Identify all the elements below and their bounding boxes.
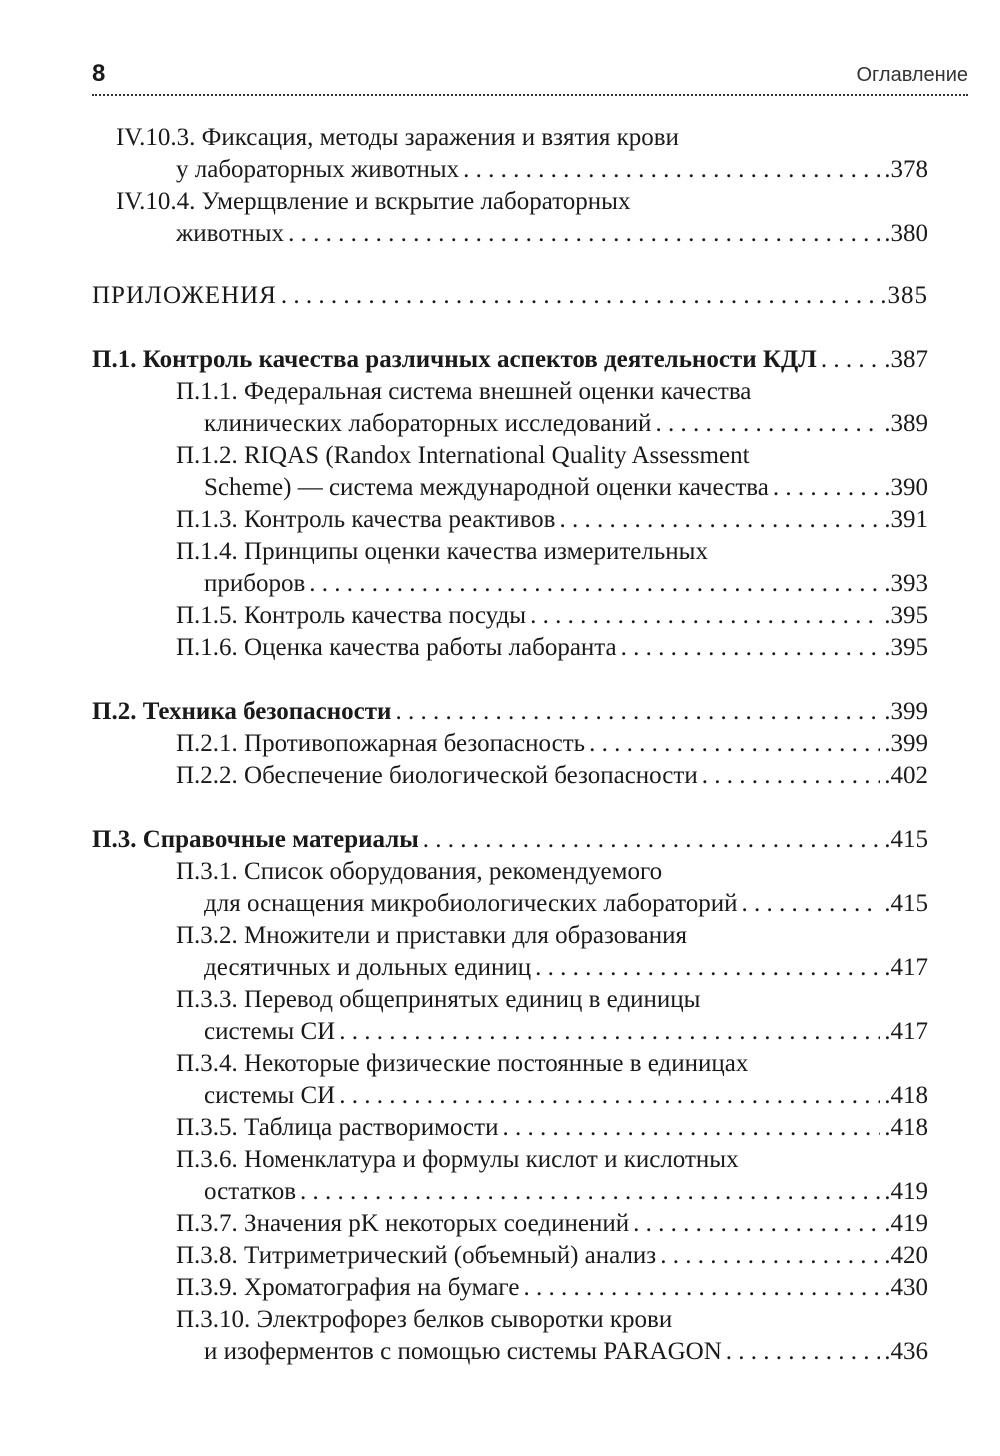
- toc-section-title: П.3. Справочные материалы: [92, 826, 419, 853]
- toc-entry-title: П.1.3. Контроль качества реактивов: [176, 506, 556, 533]
- leader-dots: [523, 1272, 880, 1304]
- toc-entry-p3-9[interactable]: [176, 1272, 928, 1304]
- leader-dots: [559, 504, 880, 536]
- toc-entry-p3-8[interactable]: [176, 1240, 928, 1272]
- toc-page-number: .419: [884, 1178, 928, 1205]
- leader-dots: [621, 632, 881, 664]
- toc-entry-title: П.3.3. Перевод общепринятых единиц в единицы: [176, 986, 701, 1013]
- leader-dots: [339, 1080, 880, 1112]
- leader-dots: [463, 154, 880, 186]
- toc-entry-title-continued: и изоферментов с помощью системы PARAGON: [204, 1338, 722, 1365]
- toc-entry-p2[interactable]: [92, 696, 928, 728]
- toc-entry-iv-10-4[interactable]: [116, 186, 928, 250]
- toc-page-number: .415: [884, 890, 928, 917]
- toc-page-number: .385: [880, 282, 928, 309]
- toc-entry-title: П.1.5. Контроль качества посуды: [176, 602, 527, 629]
- toc-page-number: .399: [884, 730, 928, 757]
- toc-entry-p1-3[interactable]: [176, 504, 928, 536]
- toc-page-number: .393: [884, 570, 928, 597]
- toc-entry-title-continued: остатков: [204, 1178, 297, 1205]
- toc-page-number: .395: [884, 602, 928, 629]
- toc-entry-p3[interactable]: [92, 824, 928, 856]
- toc-entry-title-continued: клинических лабораторных исследований: [204, 410, 652, 437]
- leader-dots: [339, 1016, 880, 1048]
- toc-entry-title: П.3.10. Электрофорез белков сыворотки крови: [176, 1306, 673, 1333]
- page-number: 8: [92, 60, 106, 87]
- toc-page-number: .390: [884, 474, 928, 501]
- toc-page-number: .417: [884, 954, 928, 981]
- toc-entry-title: IV.10.4. Умерщвление и вскрытие лабораторных: [116, 188, 631, 215]
- toc-page-number: .417: [884, 1018, 928, 1045]
- toc-entry-title: П.3.5. Таблица растворимости: [176, 1114, 499, 1141]
- toc-page-number: .391: [884, 506, 928, 533]
- toc-page-number: .380: [884, 220, 928, 247]
- toc-page-number: .430: [884, 1274, 928, 1301]
- toc-page-number: .399: [884, 698, 928, 725]
- leader-dots: [726, 1336, 880, 1368]
- toc-entry-title: П.3.8. Титриметрический (объемный) анализ: [176, 1242, 657, 1269]
- toc-page-number: .389: [884, 410, 928, 437]
- leader-dots: [702, 760, 881, 792]
- toc-entry-p3-10[interactable]: [176, 1304, 928, 1368]
- toc-page-number: .415: [884, 826, 928, 853]
- toc-entry-p1-6[interactable]: [176, 632, 928, 664]
- toc-entry-iv-10-3[interactable]: [116, 122, 928, 186]
- page-header: [92, 60, 968, 96]
- toc-entry-p3-5[interactable]: [176, 1112, 928, 1144]
- toc-entry-p1-4[interactable]: [176, 536, 928, 600]
- leader-dots: [300, 1176, 880, 1208]
- leader-dots: [530, 600, 880, 632]
- leader-dots: [423, 824, 880, 856]
- leader-dots: [589, 728, 880, 760]
- toc-entry-p3-1[interactable]: [176, 856, 928, 920]
- toc-entry-p1-2[interactable]: [176, 440, 928, 504]
- toc-entry-title: П.2.2. Обеспечение биологической безопасности: [176, 762, 698, 789]
- toc-entry-p1[interactable]: [92, 344, 928, 376]
- running-head: Оглавление: [856, 64, 968, 86]
- toc-entry-title-continued: Scheme) — система международной оценки качества: [204, 474, 769, 501]
- toc-entry-title: П.1.6. Оценка качества работы лаборанта: [176, 634, 617, 661]
- toc-entry-title-continued: у лабораторных животных: [176, 156, 460, 183]
- toc-entry-title: П.1.4. Принципы оценки качества измерительных: [176, 538, 708, 565]
- toc-page-number: .395: [884, 634, 928, 661]
- toc-section-title: П.2. Техника безопасности: [92, 698, 392, 725]
- toc-entry-title-continued: системы СИ: [204, 1082, 336, 1109]
- toc-entry-title-continued: десятичных и дольных единиц: [204, 954, 532, 981]
- toc-section-title: П.1. Контроль качества различных аспектов деятельности КДЛ: [92, 346, 817, 373]
- toc-entry-title-continued: системы СИ: [204, 1018, 336, 1045]
- toc-entry-title: IV.10.3. Фиксация, методы заражения и взятия крови: [116, 124, 679, 151]
- toc-page-number: .378: [884, 156, 928, 183]
- leader-dots: [655, 408, 880, 440]
- toc-entry-title: П.2.1. Противопожарная безопасность: [176, 730, 586, 757]
- toc-page-number: .418: [884, 1114, 928, 1141]
- toc-entry-p1-1[interactable]: [176, 376, 928, 440]
- toc-entry-title: П.1.2. RIQAS (Randox International Quality Assessment: [176, 442, 750, 469]
- toc-page-number: .418: [884, 1082, 928, 1109]
- leader-dots: [633, 1208, 880, 1240]
- toc-entry-p2-2[interactable]: [176, 760, 928, 792]
- toc-entry-title: ПРИЛОЖЕНИЯ: [92, 282, 277, 309]
- toc-entry-title-continued: животных: [176, 220, 285, 247]
- toc-entry-title-continued: приборов: [204, 570, 306, 597]
- toc-entry-title: П.3.6. Номенклатура и формулы кислот и кислотных: [176, 1146, 739, 1173]
- toc-entry-title-continued: для оснащения микробиологических лабораторий: [204, 890, 738, 917]
- toc-entry-title: П.3.9. Хроматография на бумаге: [176, 1274, 520, 1301]
- toc-entry-appendices[interactable]: [92, 280, 928, 312]
- toc-entry-title: П.3.4. Некоторые физические постоянные в единицах: [176, 1050, 749, 1077]
- toc-entry-title: П.3.7. Значения pK некоторых соединений: [176, 1210, 630, 1237]
- toc-page-number: .387: [884, 346, 928, 373]
- leader-dots: [395, 696, 880, 728]
- leader-dots: [821, 344, 880, 376]
- toc-entry-p3-3[interactable]: [176, 984, 928, 1048]
- toc-page-number: .436: [884, 1338, 928, 1365]
- toc-entry-p3-6[interactable]: [176, 1144, 928, 1208]
- toc-page-number: .419: [884, 1210, 928, 1237]
- toc-entry-p2-1[interactable]: [176, 728, 928, 760]
- toc-page-number: .420: [884, 1242, 928, 1269]
- leader-dots: [288, 218, 880, 250]
- leader-dots: [309, 568, 880, 600]
- toc-entry-p3-7[interactable]: [176, 1208, 928, 1240]
- toc-page-number: .402: [884, 762, 928, 789]
- toc-entry-p3-2[interactable]: [176, 920, 928, 984]
- leader-dots: [660, 1240, 880, 1272]
- leader-dots: [502, 1112, 880, 1144]
- toc-entry-p1-5[interactable]: [176, 600, 928, 632]
- toc-entry-title: П.1.1. Федеральная система внешней оценки качества: [176, 378, 752, 405]
- toc-entry-title: П.3.2. Множители и приставки для образования: [176, 922, 688, 949]
- leader-dots: [741, 888, 880, 920]
- leader-dots: [281, 280, 876, 312]
- leader-dots: [773, 472, 880, 504]
- toc-entry-title: П.3.1. Список оборудования, рекомендуемого: [176, 858, 663, 885]
- leader-dots: [535, 952, 880, 984]
- toc-entry-p3-4[interactable]: [176, 1048, 928, 1112]
